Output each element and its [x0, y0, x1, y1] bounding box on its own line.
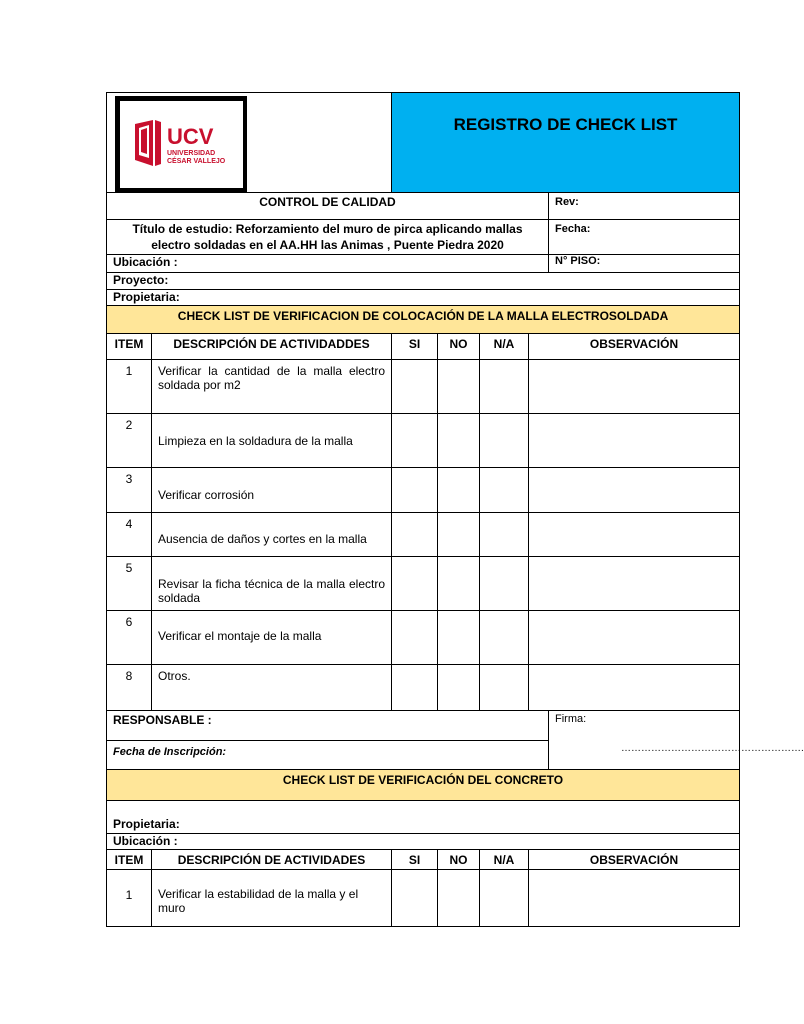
table-row [107, 611, 740, 665]
logo-sub2: CÉSAR VALLEJO [167, 158, 226, 165]
row-desc: Ausencia de daños y cortes en la malla [152, 513, 392, 557]
col-no: NO [438, 334, 480, 360]
checklist-sheet [106, 92, 804, 927]
cell-no[interactable] [438, 665, 480, 711]
cell-si[interactable] [392, 611, 438, 665]
piso-label: N° PISO: [549, 255, 740, 273]
study-title: Título de estudio: Reforzamiento del muro de pirca aplicando mallas electro soldadas en el AA.HH las Animas , Puente Piedra 2020 [107, 220, 549, 255]
cell-no[interactable] [438, 414, 480, 468]
control-calidad: CONTROL DE CALIDAD [107, 193, 549, 220]
table-row [107, 468, 740, 513]
cell-na[interactable] [480, 665, 529, 711]
table-row [107, 870, 740, 927]
ucv-shield-icon [131, 114, 231, 174]
cell-na[interactable] [480, 468, 529, 513]
cell-si[interactable] [392, 870, 438, 927]
cell-no[interactable] [438, 513, 480, 557]
logo-cell [107, 93, 392, 193]
spacer-row [107, 801, 740, 817]
logo-text: UCV [167, 124, 214, 149]
ubicacion-label: Ubicación : [107, 255, 549, 273]
fecha-inscripcion-label: Fecha de Inscripción: [107, 741, 549, 770]
col-na: N/A [480, 334, 529, 360]
cell-si[interactable] [392, 665, 438, 711]
table-row [107, 557, 740, 611]
cell-na[interactable] [480, 557, 529, 611]
col-si: SI [392, 850, 438, 870]
row-item: 4 [107, 513, 152, 557]
row-desc: Verificar la estabilidad de la malla y el muro [152, 870, 392, 927]
row-desc: Revisar la ficha técnica de la malla electro soldada [152, 557, 392, 611]
rev-label: Rev: [549, 193, 740, 220]
cell-observacion[interactable] [529, 665, 740, 711]
cell-na[interactable] [480, 513, 529, 557]
section1-title: CHECK LIST DE VERIFICACION DE COLOCACIÓN DE LA MALLA ELECTROSOLDADA [107, 306, 740, 334]
col-obs: OBSERVACIÓN [529, 334, 740, 360]
cell-observacion[interactable] [529, 513, 740, 557]
cell-na[interactable] [480, 360, 529, 414]
table-row [107, 665, 740, 711]
col-na: N/A [480, 850, 529, 870]
page-title: REGISTRO DE CHECK LIST [392, 93, 740, 193]
firma-label: Firma: [555, 713, 587, 725]
row-item: 6 [107, 611, 152, 665]
section2-propietaria: Propietaria: [107, 817, 740, 834]
cell-no[interactable] [438, 611, 480, 665]
checklist-table [106, 92, 804, 927]
cell-na[interactable] [480, 870, 529, 927]
cell-no[interactable] [438, 870, 480, 927]
col-desc: DESCRIPCIÓN DE ACTIVIDADES [152, 850, 392, 870]
cell-observacion[interactable] [529, 870, 740, 927]
section2-header-row [107, 850, 740, 870]
row-item: 8 [107, 665, 152, 711]
section2-ubicacion: Ubicación : [107, 834, 740, 850]
cell-no[interactable] [438, 360, 480, 414]
cell-observacion[interactable] [529, 468, 740, 513]
row-item: 1 [107, 360, 152, 414]
fecha-label: Fecha: [549, 220, 740, 255]
table-row [107, 513, 740, 557]
cell-no[interactable] [438, 557, 480, 611]
section2-title: CHECK LIST DE VERIFICACIÓN DEL CONCRETO [107, 770, 740, 801]
col-no: NO [438, 850, 480, 870]
proyecto-label: Proyecto: [107, 273, 740, 290]
row-desc: Limpieza en la soldadura de la malla [152, 414, 392, 468]
cell-observacion[interactable] [529, 360, 740, 414]
responsable-label: RESPONSABLE : [107, 711, 549, 741]
cell-si[interactable] [392, 414, 438, 468]
row-desc: Verificar corrosión [152, 468, 392, 513]
row-item: 2 [107, 414, 152, 468]
col-item: ITEM [107, 334, 152, 360]
row-item: 3 [107, 468, 152, 513]
col-item: ITEM [107, 850, 152, 870]
cell-na[interactable] [480, 611, 529, 665]
col-obs: OBSERVACIÓN [529, 850, 740, 870]
cell-si[interactable] [392, 513, 438, 557]
table-row [107, 414, 740, 468]
cell-na[interactable] [480, 414, 529, 468]
cell-observacion[interactable] [529, 557, 740, 611]
firma-cell[interactable] [549, 711, 804, 770]
row-desc: Verificar el montaje de la malla [152, 611, 392, 665]
row-item: 1 [107, 870, 152, 927]
cell-si[interactable] [392, 468, 438, 513]
cell-no[interactable] [438, 468, 480, 513]
table-row [107, 360, 740, 414]
logo-sub1: UNIVERSIDAD [167, 150, 216, 157]
row-desc: Otros. [152, 665, 392, 711]
col-si: SI [392, 334, 438, 360]
ucv-logo [115, 96, 247, 192]
cell-si[interactable] [392, 557, 438, 611]
cell-observacion[interactable] [529, 414, 740, 468]
propietaria-label: Propietaria: [107, 290, 740, 306]
col-desc: DESCRIPCIÓN DE ACTIVIDADDES [152, 334, 392, 360]
row-desc: Verificar la cantidad de la malla electro soldada por m2 [152, 360, 392, 414]
cell-si[interactable] [392, 360, 438, 414]
section1-header-row [107, 334, 740, 360]
cell-observacion[interactable] [529, 611, 740, 665]
row-item: 5 [107, 557, 152, 611]
firma-line: ………………………………………………. [621, 743, 804, 754]
